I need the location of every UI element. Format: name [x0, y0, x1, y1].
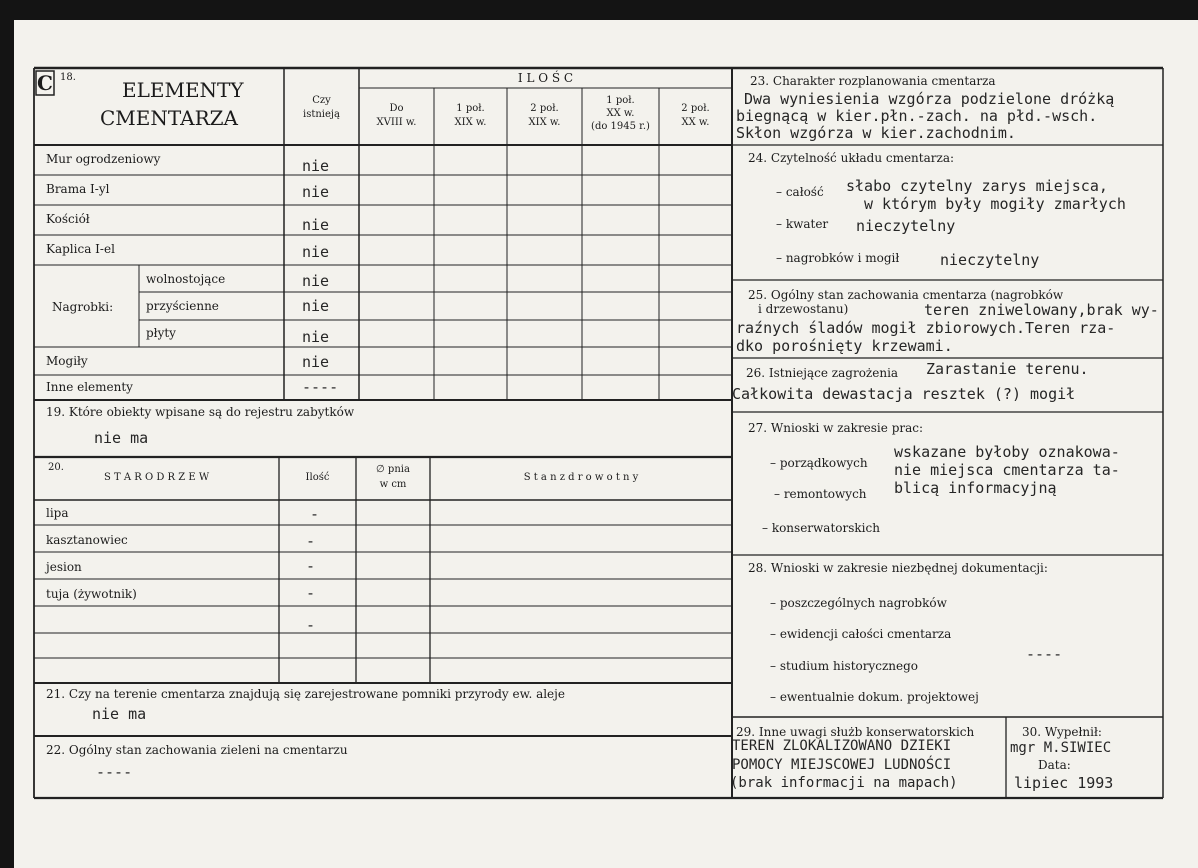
legibility-overall-line1: słabo czytelny zarys miejsca, [846, 177, 1108, 195]
documentation-item-2: – ewidencji całości cmentarza [770, 627, 952, 641]
tree-label-chestnut: kasztanowiec [46, 533, 128, 547]
date-label: Data: [1038, 758, 1071, 772]
col-trunk-header-line2: w cm [379, 479, 407, 490]
col-exists-header-line2: istnieją [303, 109, 340, 120]
period-header-5-line1: 2 poł. [681, 103, 710, 114]
section-29-line2: POMOCY MIEJSCOWEJ LUDNOŚCI [732, 757, 952, 773]
section-18-number: 18. [60, 72, 76, 83]
col-health-header: S t a n z d r o w o t n y [523, 472, 639, 483]
section-27-label: 27. Wnioski w zakresie prac: [748, 421, 924, 435]
section-18-title-line2: CMENTARZA [100, 106, 238, 130]
section-20-number: 20. [48, 462, 64, 473]
period-header-2-line1: 1 poł. [456, 103, 485, 114]
documentation-item-4: – ewentualnie dokum. projektowej [770, 690, 979, 704]
legibility-quarters-label: – kwater [776, 217, 829, 231]
works-cleanup-label: – porządkowych [770, 456, 868, 470]
tree-value-ash: - [306, 557, 316, 575]
section-23-line3: Skłon wzgórza w kier.zachodnim. [736, 124, 1016, 142]
quantity-header: I L O Ś C [517, 71, 574, 85]
period-header-3-line2: XIX w. [528, 117, 561, 128]
period-header-3-line1: 2 poł. [530, 103, 559, 114]
filled-date: lipiec 1993 [1014, 774, 1114, 792]
section-19-label: 19. Które obiekty wpisane są do rejestru zabytków [46, 405, 355, 419]
works-conservation-label: – konserwatorskich [762, 521, 880, 535]
section-29-line3: (brak informacji na mapach) [730, 775, 958, 791]
section-25-line1: teren zniwelowany,brak wy- [924, 301, 1159, 319]
section-19-value: nie ma [94, 429, 149, 447]
row-label-wall: Mur ogrodzeniowy [46, 152, 161, 166]
legibility-overall-line2: w którym były mogiły zmarłych [864, 195, 1126, 213]
section-27-line2: nie miejsca cmentarza ta- [894, 461, 1120, 479]
legibility-tombstones-value: nieczytelny [940, 251, 1040, 269]
value-graves: nie [302, 353, 330, 371]
section-25-line3: dko porośnięty krzewami. [736, 337, 953, 355]
section-21-label: 21. Czy na terenie cmentarza znajdują się zarejestrowane pomniki przyrody ew. aleje [46, 687, 565, 701]
value-church: nie [302, 216, 330, 234]
form-sheet [14, 20, 1198, 868]
row-label-gate: Brama I-yl [46, 182, 110, 196]
legibility-overall-label: – całość [776, 185, 824, 199]
period-header-5-line2: XX w. [681, 117, 710, 128]
col-exists-header-line1: Czy [312, 95, 331, 106]
value-gate: nie [302, 183, 330, 201]
section-24-label: 24. Czytelność układu cmentarza: [748, 151, 955, 165]
tree-value-blank: - [306, 616, 316, 634]
section-23-label: 23. Charakter rozplanowania cmentarza [750, 74, 996, 88]
section-18-title-line1: ELEMENTY [122, 78, 244, 102]
value-freestanding: nie [302, 272, 330, 290]
section-22-label: 22. Ogólny stan zachowania zieleni na cmentarzu [46, 743, 348, 757]
filled-by-name: mgr M.SIWIEC [1010, 740, 1112, 756]
tree-label-thuja: tuja (żywotnik) [46, 587, 137, 601]
tree-value-thuja: - [306, 584, 316, 602]
documentation-item-1: – poszczególnych nagrobków [770, 596, 947, 610]
col-trunk-header-line1: ∅ pnia [376, 464, 410, 475]
row-label-chapel: Kaplica I-el [46, 242, 115, 256]
section-26-line2: Całkowita dewastacja resztek (?) mogił [732, 385, 1076, 403]
row-label-church: Kościół [46, 212, 90, 226]
col-quantity-header: Ilość [305, 472, 330, 483]
section-23-line2: biegnącą w kier.płn.-zach. na płd.-wsch. [736, 107, 1098, 125]
value-wall-mounted: nie [302, 297, 330, 315]
works-repair-label: – remontowych [774, 487, 867, 501]
section-27-line3: blicą informacyjną [894, 479, 1057, 497]
period-header-4-line1: 1 poł. [606, 95, 635, 106]
section-27-line1: wskazane byłoby oznakowa- [894, 443, 1120, 461]
tree-label-linden: lipa [46, 506, 69, 520]
section-30-label: 30. Wypełnił: [1022, 725, 1102, 739]
documentation-item-3: – studium historycznego [770, 659, 919, 673]
value-chapel: nie [302, 243, 330, 261]
section-25-line2: raźnych śladów mogił zbiorowych.Teren rza- [736, 319, 1116, 337]
tree-label-ash: jesion [46, 560, 82, 574]
row-label-freestanding: wolnostojące [146, 272, 226, 286]
section-25-label-line2: i drzewostanu) [758, 302, 849, 316]
legibility-quarters-value: nieczytelny [856, 217, 956, 235]
section-28-value: ---- [1026, 645, 1063, 663]
section-26-line1: Zarastanie terenu. [926, 360, 1089, 378]
section-25-label-line1: 25. Ogólny stan zachowania cmentarza (nagrobków [748, 288, 1064, 302]
value-slabs: nie [302, 328, 330, 346]
section-26-label: 26. Istniejące zagrożenia [746, 366, 899, 380]
section-23-line1: Dwa wyniesienia wzgórza podzielone dróżką [744, 90, 1115, 108]
value-other: ---- [302, 378, 339, 396]
row-label-slabs: płyty [146, 326, 176, 340]
tree-value-linden: - [310, 505, 320, 523]
period-header-4-line2: XX w. [606, 108, 635, 119]
row-label-other: Inne elementy [46, 380, 133, 394]
legibility-tombstones-label: – nagrobków i mogił [776, 251, 900, 265]
value-wall: nie [302, 157, 330, 175]
section-21-value: nie ma [92, 705, 147, 723]
section-letter: C [37, 71, 53, 95]
row-label-tombstones: Nagrobki: [52, 300, 114, 314]
tree-value-chestnut: - [306, 532, 316, 550]
section-29-label: 29. Inne uwagi służb konserwatorskich [736, 725, 975, 739]
period-header-1-line1: Do [389, 103, 404, 114]
row-label-graves: Mogiły [46, 354, 88, 368]
section-29-line1: TEREN ZLOKALIZOWANO DZIEKI [732, 738, 952, 754]
period-header-1-line2: XVIII w. [376, 117, 417, 128]
section-20-title: S T A R O D R Z E W [104, 472, 210, 483]
section-22-value: ---- [96, 763, 133, 781]
period-header-2-line2: XIX w. [454, 117, 487, 128]
section-28-label: 28. Wnioski w zakresie niezbędnej dokumentacji: [748, 561, 1048, 575]
row-label-wall-mounted: przyścienne [146, 299, 219, 313]
period-header-4-line3: (do 1945 r.) [591, 121, 650, 132]
